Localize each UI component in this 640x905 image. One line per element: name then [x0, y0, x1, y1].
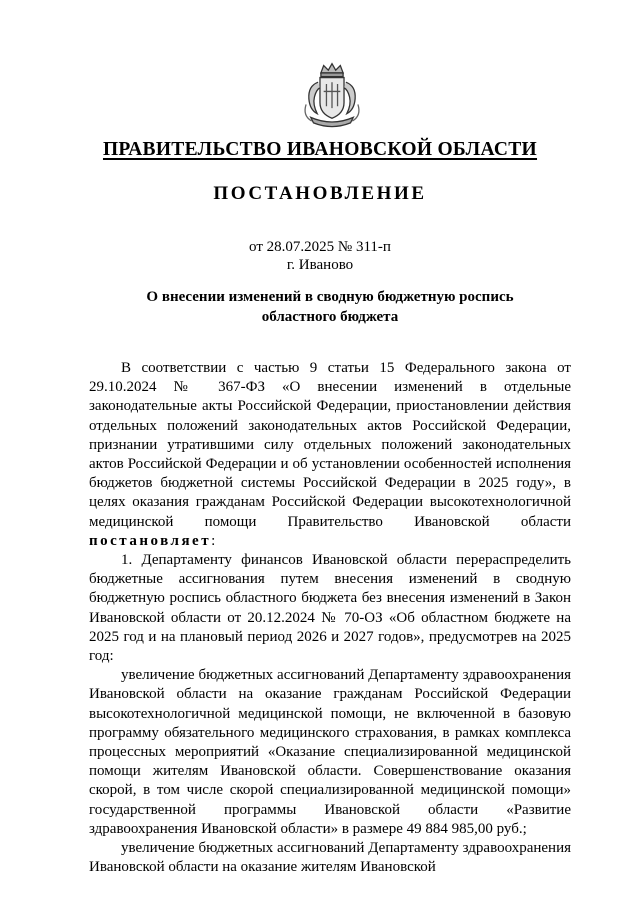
government-title: ПРАВИТЕЛЬСТВО ИВАНОВСКОЙ ОБЛАСТИ	[102, 139, 538, 160]
preamble-text: В соответствии с частью 9 статьи 15 Федерального закона от 29.10.2024 № 367-ФЗ «О внесении изменений в отдельные законодательные акты Российской Федерации, приостановлении действия отдельных положений законодательных актов Российской Федерации, признании утратившими силу отдельных положений законодательных актов Российской Федерации и об установлении особенностей исполнения бюджетов бюджетной системы Российской Федерации в 2025 году», в целях оказания гражданам Российской Федерации высокотехнологичной медицинской помощи Правительство Ивановской области	[89, 360, 571, 530]
increase-paragraph: увеличение бюджетных ассигнований Департаменту здравоохранения Ивановской области на оказание жителям Ивановской	[89, 840, 571, 876]
date-number: от 28.07.2025 № 311-п	[249, 239, 391, 255]
subject-line: О внесении изменений в сводную бюджетную роспись	[146, 289, 514, 305]
subject-line: областного бюджета	[261, 309, 399, 325]
city: г. Иваново	[286, 257, 354, 273]
decree-word: постановляет	[89, 532, 212, 549]
coat-of-arms-icon	[295, 60, 369, 134]
preamble-paragraph	[89, 359, 571, 551]
item-paragraph: 1. Департаменту финансов Ивановской области перераспределить бюджетные ассигнования путем внесения изменений в сводную бюджетную роспись областного бюджета без внесения изменений в Закон Ивановской области от 20.12.2024 № 70-ОЗ «Об областном бюджете на 2025 год и на плановый период 2026 и 2027 годов», предусмотрев на 2025 год:	[89, 552, 571, 665]
document-subject	[120, 287, 540, 327]
decree-punct: :	[211, 532, 216, 549]
increase-paragraph: увеличение бюджетных ассигнований Департаменту здравоохранения Ивановской области на оказание гражданам Российской Федерации высокотехнологичной медицинской помощи, не включенной в базовую программу обязательного медицинского страхования, в рамках комплекса процессных мероприятий «Оказание специализированной медицинской помощи жителям Ивановской области. Совершенствование оказания скорой, в том числе скорой специализированной медицинской помощи» государственной программы Ивановской области «Развитие здравоохранения Ивановской области» в размере 49 884 985,00 руб.;	[89, 667, 571, 837]
document-type: ПОСТАНОВЛЕНИЕ	[213, 183, 427, 204]
document-body	[89, 359, 571, 877]
